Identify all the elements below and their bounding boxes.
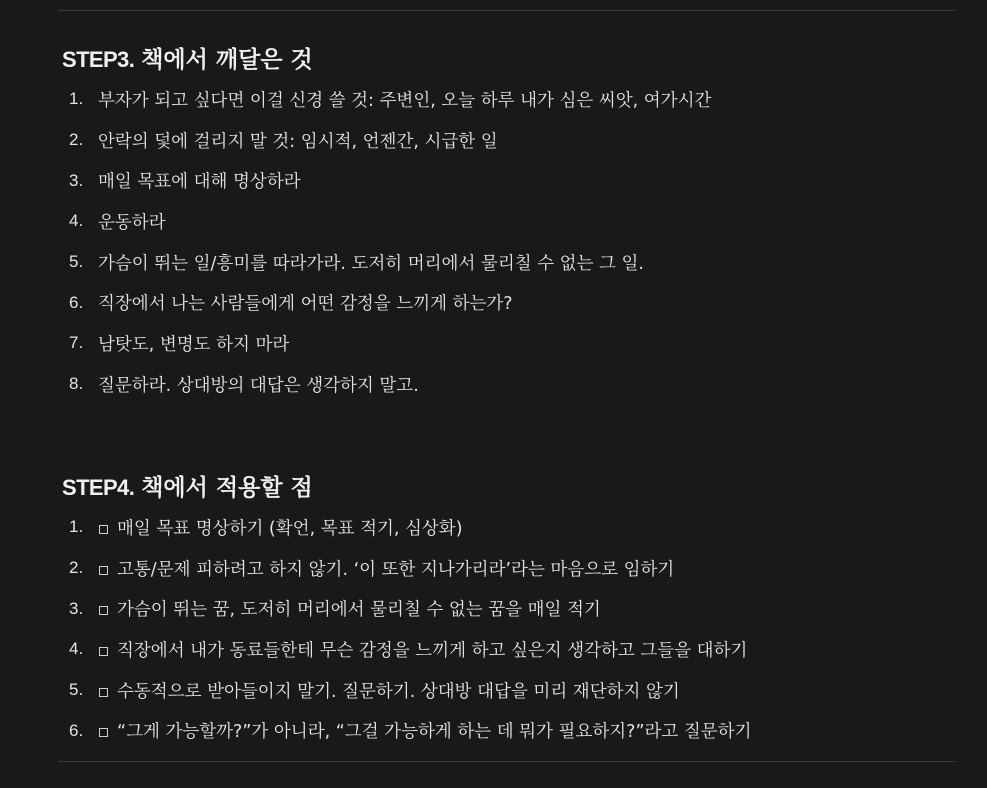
list-item xyxy=(62,507,952,548)
checkbox-icon xyxy=(99,525,108,534)
list-item xyxy=(62,160,952,201)
list-number: 6. xyxy=(69,292,84,312)
checkbox-icon xyxy=(99,728,108,737)
step4-title: 책에서 적용할 점 xyxy=(141,475,313,501)
list-item xyxy=(62,79,952,120)
list-item-text: 직장에서 내가 동료들한테 무슨 감정을 느끼게 하고 싶은지 생각하고 그들을 대하기 xyxy=(117,640,748,661)
step3-section xyxy=(62,41,952,405)
list-item-text: 운동하라 xyxy=(98,212,166,233)
list-number: 6. xyxy=(69,720,84,740)
list-item xyxy=(62,242,952,283)
list-item-text: 매일 목표에 대해 명상하라 xyxy=(98,172,301,193)
list-number: 3. xyxy=(69,598,84,618)
list-number: 8. xyxy=(69,374,84,394)
list-number: 3. xyxy=(69,170,84,190)
step3-title: 책에서 깨달은 것 xyxy=(141,47,313,73)
list-item xyxy=(62,670,952,711)
list-item xyxy=(62,282,952,323)
list-item-text: 질문하라. 상대방의 대답은 생각하지 말고. xyxy=(98,375,419,396)
list-item xyxy=(62,588,952,629)
step4-label: STEP4. xyxy=(62,475,135,500)
list-item-text: 부자가 되고 싶다면 이걸 신경 쓸 것: 주변인, 오늘 하루 내가 심은 씨앗, 여가시간 xyxy=(98,90,712,111)
list-item xyxy=(62,548,952,589)
list-item xyxy=(62,710,952,751)
list-number: 2. xyxy=(69,558,84,578)
list-number: 2. xyxy=(69,130,84,150)
checkbox-icon xyxy=(99,688,108,697)
list-item xyxy=(62,323,952,364)
step4-list xyxy=(62,507,952,751)
checkbox-icon xyxy=(99,647,108,656)
checkbox-icon xyxy=(99,606,108,615)
list-item-text: 안락의 덫에 걸리지 말 것: 임시적, 언젠간, 시급한 일 xyxy=(98,131,498,152)
list-item-text: 수동적으로 받아들이지 말기. 질문하기. 상대방 대답을 미리 재단하지 않기 xyxy=(117,681,680,702)
step4-section xyxy=(62,469,952,751)
step4-heading xyxy=(62,469,952,507)
list-number: 5. xyxy=(69,680,84,700)
list-item-text: 고통/문제 피하려고 하지 않기. ‘이 또한 지나가리라’라는 마음으로 임하기 xyxy=(117,559,675,580)
step3-label: STEP3. xyxy=(62,47,135,72)
list-item-text: 남탓도, 변명도 하지 마라 xyxy=(98,334,290,355)
step3-heading xyxy=(62,41,952,79)
list-item-text: “그게 가능할까?”가 아니라, “그걸 가능하게 하는 데 뭐가 필요하지?”라고 질문하기 xyxy=(117,722,752,743)
list-item xyxy=(62,629,952,670)
top-divider xyxy=(58,10,955,11)
list-item-text: 매일 목표 명상하기 (확언, 목표 적기, 심상화) xyxy=(117,518,463,539)
list-item xyxy=(62,120,952,161)
list-number: 4. xyxy=(69,211,84,231)
list-item-text: 가슴이 뛰는 꿈, 도저히 머리에서 물리칠 수 없는 꿈을 매일 적기 xyxy=(117,600,601,621)
step3-list xyxy=(62,79,952,405)
list-item xyxy=(62,364,952,405)
list-number: 1. xyxy=(69,517,84,537)
list-item-text: 직장에서 나는 사람들에게 어떤 감정을 느끼게 하는가? xyxy=(98,294,513,315)
list-item xyxy=(62,201,952,242)
list-number: 5. xyxy=(69,252,84,272)
list-number: 4. xyxy=(69,639,84,659)
list-number: 7. xyxy=(69,333,84,353)
note-page xyxy=(58,0,955,788)
bottom-divider xyxy=(58,761,955,762)
list-item-text: 가슴이 뛰는 일/흥미를 따라가라. 도저히 머리에서 물리칠 수 없는 그 일. xyxy=(98,253,644,274)
list-number: 1. xyxy=(69,89,84,109)
checkbox-icon xyxy=(99,566,108,575)
